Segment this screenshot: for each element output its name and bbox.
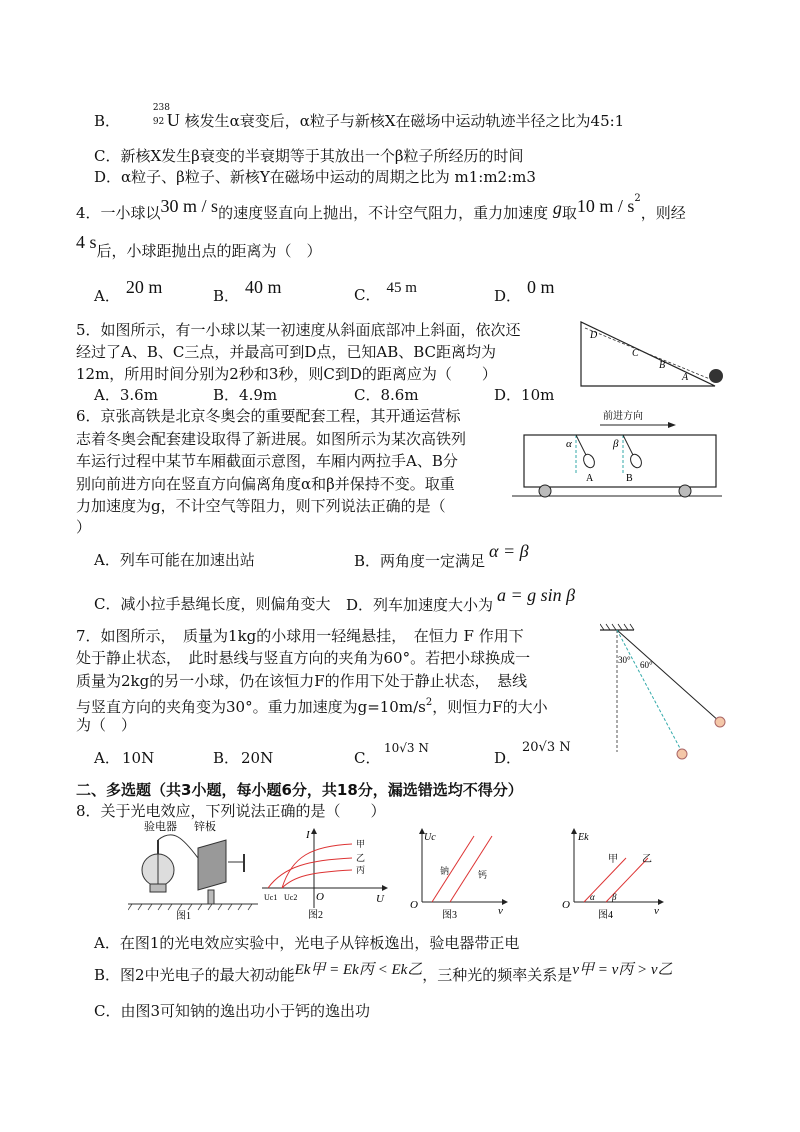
q3-option-b-text: 核发生α衰变后，α粒子与新核X在磁场中运动轨迹半径之比为45:1 bbox=[184, 112, 625, 130]
q4-stem-line1 bbox=[76, 193, 686, 223]
u238-mass-number: 238 bbox=[152, 103, 170, 113]
q8-fig4-caption: 图4 bbox=[598, 910, 613, 920]
q8-fig2-axis-u: U bbox=[376, 893, 384, 905]
q8-fig4-label-jia: 甲 bbox=[608, 854, 618, 865]
q7-stem-line5: 为（ ） bbox=[76, 716, 137, 734]
q8-fig1-zinc-label: 锌板 bbox=[194, 821, 216, 833]
q7-stem-line1: 7．如图所示， 质量为1kg的小球用一轻绳悬挂， 在恒力 F 作用下 bbox=[76, 627, 524, 645]
q6-stem-line5: 力加速度为g，不计空气等阻力，则下列说法正确的是（ bbox=[76, 497, 446, 515]
q4-stem-a: 4．一小球以 bbox=[76, 204, 161, 222]
q6-option-c: C．减小拉手悬绳长度，则偏角变大 bbox=[94, 595, 331, 613]
q7-stem-line3: 质量为2kg的另一小球，仍在该恒力F的作用下处于静止状态， 悬线 bbox=[76, 672, 528, 690]
q7-option-b-value: 20N bbox=[241, 749, 274, 767]
q7-option-d: D． bbox=[494, 749, 522, 767]
q8-fig4-origin: O bbox=[562, 899, 570, 911]
q5-incline-figure bbox=[575, 318, 725, 390]
q6-direction-label: 前进方向 bbox=[603, 411, 643, 422]
q8-fig2-uc1: Uc1 bbox=[264, 893, 278, 902]
q8-option-b-eq1: Ek甲 = Ek丙 < Ek乙 bbox=[294, 962, 423, 978]
q6-stem-line4: 别向前进方向在竖直方向偏离角度α和β并保持不变。取重 bbox=[76, 475, 455, 493]
q6-handle-a bbox=[582, 453, 597, 470]
q8-fig1-zinc-plate bbox=[198, 840, 226, 890]
q6-stem-line6: ） bbox=[76, 518, 92, 536]
q8-fig2-curve-yi bbox=[268, 858, 352, 888]
q4-stem-line2 bbox=[76, 232, 322, 261]
q8-option-b-eq2: ν甲 = ν丙 > ν乙 bbox=[572, 962, 673, 978]
q7-option-b: B． bbox=[213, 749, 240, 767]
q8-fig2-label-yi: 乙 bbox=[356, 853, 366, 863]
q8-fig2-curve-jia bbox=[282, 844, 352, 888]
q7-angle-30: 30° bbox=[618, 655, 631, 665]
q4-g-value: 10 m / s bbox=[576, 196, 635, 216]
q3-option-c: C．新核X发生β衰变的半衰期等于其放出一个β粒子所经历的时间 bbox=[94, 147, 524, 165]
q5-stem-line2: 经过了A、B、C三点，并最高可到D点，已知AB、BC距离均为 bbox=[76, 343, 496, 361]
q5-option-d: D．10m bbox=[494, 386, 555, 404]
q7-ball-1kg bbox=[715, 717, 725, 727]
q8-fig4-axis-ek: Ek bbox=[578, 832, 589, 843]
q4-option-d: D． 0 m bbox=[494, 277, 555, 305]
q8-fig4-label-yi: 乙 bbox=[642, 854, 652, 865]
q6-option-a: A．列车可能在加速出站 bbox=[94, 551, 255, 569]
q8-fig4-alpha: α bbox=[590, 892, 595, 902]
q7-option-d-value: 20√3 N bbox=[522, 740, 571, 755]
q8-fig2-axis-i: I bbox=[306, 829, 310, 841]
q5-option-c: C．8.6m bbox=[354, 386, 419, 404]
q6-beta-label: β bbox=[613, 438, 619, 450]
q6-wheel-right bbox=[679, 485, 691, 497]
q8-fig2-uc2: Uc2 bbox=[284, 893, 298, 902]
q4-stem-line2-text: 后，小球距抛出点的距离为（ ） bbox=[96, 242, 322, 260]
q5-point-c: C bbox=[632, 348, 639, 359]
q8-fig2-caption: 图2 bbox=[308, 910, 323, 920]
q5-point-b: B bbox=[659, 360, 666, 371]
q8-fig3-axis-v: ν bbox=[498, 905, 503, 917]
q8-fig2-curve-bing bbox=[282, 870, 352, 888]
q8-fig3-origin: O bbox=[410, 899, 418, 911]
q6-handle-b-label: B bbox=[626, 473, 633, 484]
q5-option-a: A．3.6m bbox=[94, 386, 158, 404]
q7-option-c: C． bbox=[354, 749, 381, 767]
q6-stem-line2: 志着冬奥会配套建设取得了新进展。如图所示为某次高铁列 bbox=[76, 430, 467, 448]
q8-fig4-beta: β bbox=[612, 892, 617, 902]
section2-heading: 二、多选题（共3小题，每小题6分，共18分，漏选错选均不得分） bbox=[76, 781, 523, 799]
q6-handle-a-label: A bbox=[586, 473, 594, 484]
q8-fig1-electroscope-label: 验电器 bbox=[144, 821, 177, 833]
u238-symbol: U bbox=[166, 110, 180, 130]
q7-stem-line2: 处于静止状态， 此时悬线与竖直方向的夹角为60°。若把小球换成一 bbox=[76, 649, 531, 667]
q4-stem-d: ，则经 bbox=[640, 204, 686, 222]
q6-option-b: B．两角度一定满足 α = β bbox=[354, 541, 529, 570]
q7-option-c-value: 10√3 N bbox=[384, 741, 429, 755]
q8-fig2-origin: O bbox=[316, 891, 324, 903]
q7-pendulum-figure bbox=[600, 622, 730, 762]
q8-option-a: A．在图1的光电效应实验中，光电子从锌板逸出，验电器带正电 bbox=[94, 934, 520, 952]
q4-option-c: C． 45 m bbox=[354, 280, 417, 304]
q4-option-a: A． 20 m bbox=[94, 277, 163, 305]
q6-stem-line1: 6．京张高铁是北京冬奥会的重要配套工程，其开通运营标 bbox=[76, 407, 461, 425]
q4-g-exponent: 2 bbox=[634, 193, 641, 204]
q8-figure3 bbox=[402, 826, 512, 920]
q5-stem-line1: 5．如图所示，有一小球以某一初速度从斜面底部冲上斜面，依次还 bbox=[76, 321, 521, 339]
q6-stem-line3: 车运行过程中某节车厢截面示意图，车厢内两拉手A、B分 bbox=[76, 452, 458, 470]
q8-figure2 bbox=[262, 826, 392, 920]
q8-fig3-line-na bbox=[432, 836, 474, 902]
q8-fig3-label-na: 钠 bbox=[440, 866, 450, 876]
q8-figure1 bbox=[128, 818, 258, 920]
q5-stem-line3: 12m，所用时间分别为2秒和3秒，则C到D的距离应为（ ） bbox=[76, 365, 497, 383]
q6-wheel-left bbox=[539, 485, 551, 497]
q4-initial-velocity: 30 m / s bbox=[160, 196, 219, 216]
q8-fig3-label-ca: 钙 bbox=[478, 870, 488, 880]
q6-option-d: D．列车加速度大小为 a = g sin β bbox=[346, 585, 576, 614]
q7-string-30 bbox=[617, 630, 682, 752]
q4-stem-b: 的速度竖直向上抛出，不计空气阻力，重力加速度 bbox=[218, 204, 549, 222]
q4-time: 4 s bbox=[76, 232, 97, 252]
q8-figure4 bbox=[558, 826, 668, 920]
q8-fig3-line-ca bbox=[450, 836, 492, 902]
q5-ball bbox=[709, 369, 723, 383]
q8-fig2-label-jia: 甲 bbox=[356, 839, 366, 849]
q7-stem-line4: 与竖直方向的夹角变为30°。重力加速度为$g=10m/s^2$，则恒力F的大小 bbox=[76, 697, 548, 716]
q6-handle-b bbox=[629, 453, 644, 470]
q5-point-d: D bbox=[590, 330, 598, 341]
q8-option-b: B．图2中光电子的最大初动能Ek甲 = Ek丙 < Ek乙，三种光的频率关系是ν甲 = ν丙 > ν乙 bbox=[94, 962, 673, 984]
q8-stem: 8．关于光电效应，下列说法正确的是（ ） bbox=[76, 802, 386, 820]
u238-atomic-number: 92 bbox=[152, 117, 165, 127]
q6-alpha-label: α bbox=[566, 438, 572, 450]
q8-fig2-label-bing: 丙 bbox=[356, 865, 366, 875]
q8-fig1-caption: 图1 bbox=[176, 911, 191, 920]
q8-fig3-caption: 图3 bbox=[442, 910, 457, 920]
q4-option-b: B． 40 m bbox=[213, 277, 282, 305]
q7-ball-2kg bbox=[677, 749, 687, 759]
q6-carriage bbox=[524, 435, 716, 487]
q7-option-a: A． bbox=[94, 749, 120, 767]
q8-fig4-axis-v: ν bbox=[654, 905, 659, 917]
q3-option-b: B． 238 92 U 核发生α衰变后，α粒子与新核X在磁场中运动轨迹半径之比为45:1 bbox=[94, 110, 624, 131]
q5-point-a: A bbox=[682, 372, 689, 383]
q4-g-symbol: g bbox=[552, 198, 562, 218]
q3-option-d: D．α粒子、β粒子、新核Y在磁场中运动的周期之比为 m1:m2:m3 bbox=[94, 168, 536, 186]
q7-string-60 bbox=[617, 630, 720, 722]
q8-option-c: C．由图3可知钠的逸出功小于钙的逸出功 bbox=[94, 1002, 371, 1020]
q7-option-a-value: 10N bbox=[122, 749, 155, 767]
q6-train-figure bbox=[508, 405, 728, 500]
q4-stem-c: 取 bbox=[561, 204, 577, 222]
q7-angle-60: 60° bbox=[640, 660, 653, 670]
q8-fig3-axis-uc: Uc bbox=[424, 832, 436, 843]
q5-option-b: B．4.9m bbox=[213, 386, 278, 404]
